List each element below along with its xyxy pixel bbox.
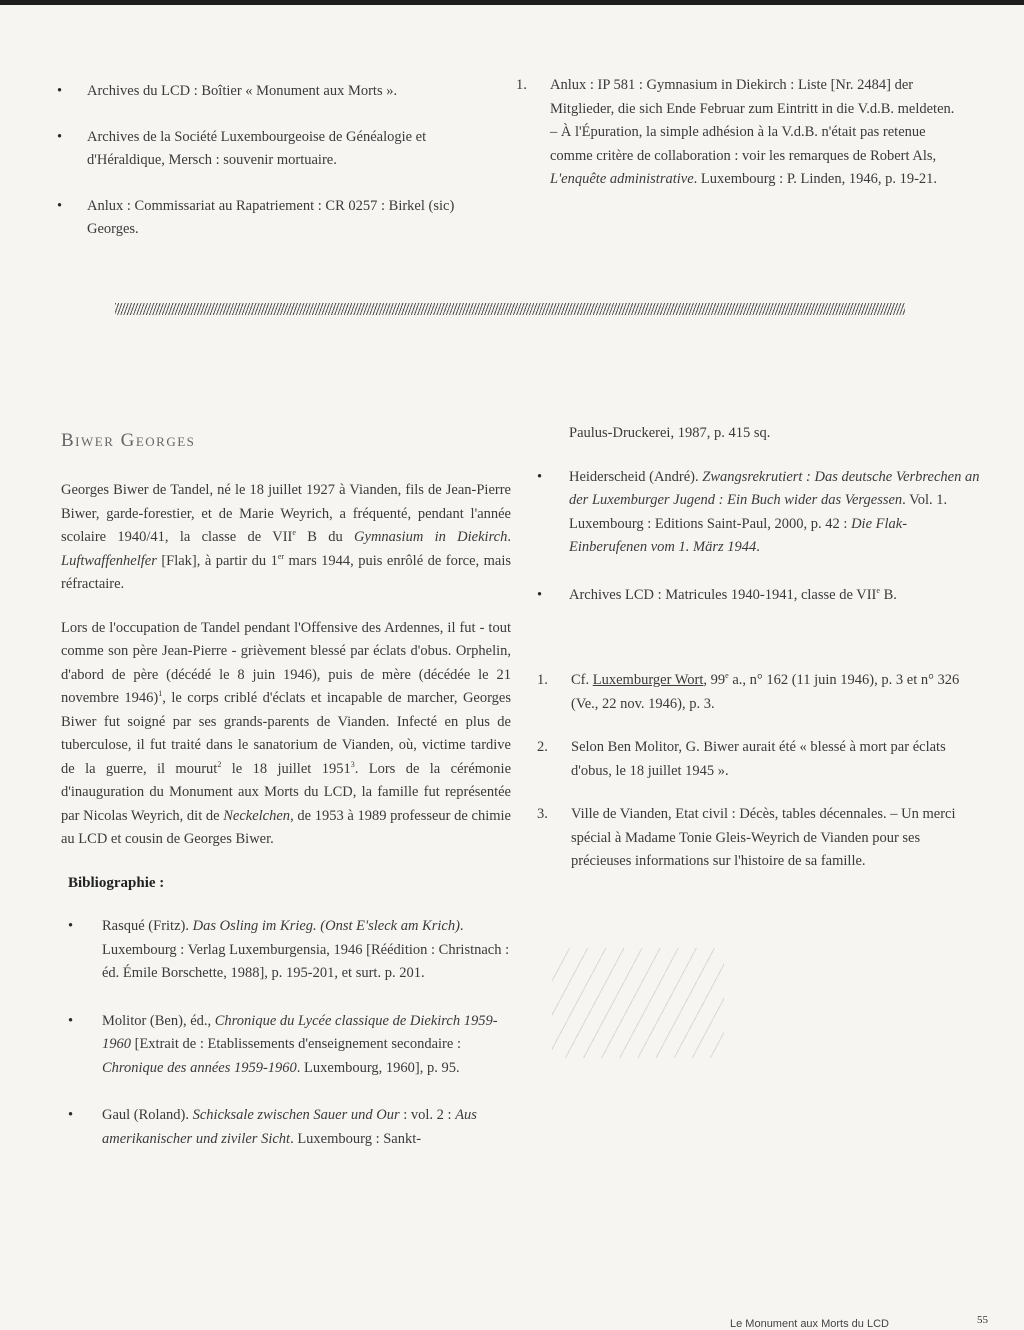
- biography-paragraph-2: Lors de l'occupation de Tandel pendant l'Offensive des Ardennes, il fut - tout comme son père Jean-Pierre - grièvement blessé par éclats d'obus. Orphelin, d'abord de père (décédé le 8 juin 1946), puis de mère (décédée le 21 novembre 1946)$^1$, le corps criblé d'éclats et incapable de marcher, Georges Biwer fut soigné par ses grands-parents de Vianden. Infecté en plus de tuberculose, il fut traité dans le sanatorium de Vianden, où, victime tardive de la guerre, il mourut$^2$ le 18 juillet 1951$^3$. Lors de la cérémonie d'inauguration du Monument aux Morts du LCD, la famille fut représentée par Nicolas Weyrich, dit de Neckelchen, de 1953 à 1989 professeur de chimie au LCD et cousin de Georges Biwer.: [61, 619, 512, 847]
- list-item: • Archives du LCD : Boîtier « Monument aux Morts ».: [57, 80, 502, 104]
- page-title: Biwer Georges: [61, 430, 196, 451]
- top-sources-list: [57, 80, 502, 242]
- footnote-number: 1.: [537, 672, 548, 688]
- bibliography-heading: Bibliographie :: [68, 874, 165, 891]
- section-divider: [115, 303, 905, 315]
- footnote: 1. Anlux : IP 581 : Gymnasium in Diekirch : Liste [Nr. 2484] der Mitglieder, die sich Ende Februar zum Eintritt in die V.d.B. meldeten. – À l'Épuration, la simple adhésion à la V.d.B. n'était pas retenue comme critère de collaboration : voir les remarques de Robert Als, L'enquête administrative. Luxembourg : P. Linden, 1946, p. 19-21.: [516, 74, 961, 192]
- decorative-hatch: [552, 948, 724, 1058]
- page-number: 55: [977, 1314, 988, 1326]
- list-item: • Archives LCD : Matricules 1940-1941, classe de VIIe B.: [537, 584, 983, 608]
- footnote: 3. Ville de Vianden, Etat civil : Décès, tables décennales. – Un merci spécial à Madame Tonie Gleis-Weyrich de Vianden pour ses précieuses informations sur l'histoire de sa famille.: [537, 803, 983, 874]
- list-item: • Archives de la Société Luxembourgeoise de Généalogie et d'Héraldique, Mersch : souvenir mortuaire.: [57, 126, 502, 173]
- top-footnote: [516, 74, 961, 192]
- running-footer: Le Monument aux Morts du LCD: [730, 1318, 889, 1330]
- footnote: 2. Selon Ben Molitor, G. Biwer aurait été « blessé à mort par éclats d'obus, le 18 juillet 1945 ».: [537, 736, 983, 783]
- top-sources: [57, 80, 502, 242]
- list-item: • Anlux : Commissariat au Rapatriement : CR 0257 : Birkel (sic) Georges.: [57, 195, 502, 242]
- bibliography-continuation: Paulus-Druckerei, 1987, p. 415 sq.: [569, 425, 771, 441]
- list-item: • Gaul (Roland). Schicksale zwischen Sauer und Our : vol. 2 : Aus amerikanischer und ziviler Sicht. Luxembourg : Sankt-: [68, 1104, 511, 1151]
- book-title: L'enquête administrative: [550, 171, 694, 187]
- footnote: 1. Cf. Luxemburger Wort, 99e a., n° 162 (11 juin 1946), p. 3 et n° 326 (Ve., 22 nov. 1946), p. 3.: [537, 669, 983, 716]
- biography-paragraph-1: Georges Biwer de Tandel, né le 18 juillet 1927 à Vianden, fils de Jean-Pierre Biwer, garde-forestier, et de Marie Weyrich, a fréquenté, pendant l'année scolaire 1940/41, la classe de VIIe B du Gymnasium in Diekirch. Luftwaffenhelfer [Flak], à partir du 1er mars 1944, puis enrôlé de force, mais réfractaire.: [61, 482, 512, 592]
- footnote-number: 2.: [537, 739, 548, 755]
- bibliography-list: [68, 915, 511, 1151]
- list-item: • Molitor (Ben), éd., Chronique du Lycée classique de Diekirch 1959-1960 [Extrait de : Etablissements d'enseignement secondaire : Chronique des années 1959-1960. Luxembourg, 1960], p. 95.: [68, 1010, 511, 1081]
- top-rule: [0, 0, 1024, 5]
- right-sources-list: [537, 466, 983, 608]
- list-item: • Heiderscheid (André). Zwangsrekrutiert : Das deutsche Verbrechen an der Luxemburger Jugend : Ein Buch wider das Vergessen. Vol. 1. Luxembourg : Editions Saint-Paul, 2000, p. 42 : Die Flak-Einberufenen vom 1. März 1944.: [537, 466, 983, 560]
- top-footnote-list: [516, 74, 961, 192]
- list-item: • Rasqué (Fritz). Das Osling im Krieg. (Onst E'sleck am Krich). Luxembourg : Verlag Luxemburgensia, 1946 [Réédition : Christnach : éd. Émile Borschette, 1988], p. 195-201, et surt. p. 201.: [68, 915, 511, 986]
- footnotes: [537, 669, 983, 874]
- newspaper-title: Luxemburger Wort: [592, 672, 704, 688]
- footnote-number: 1.: [516, 77, 527, 93]
- footnote-number: 3.: [537, 806, 548, 822]
- left-column: [61, 479, 511, 1151]
- right-column: [537, 422, 983, 874]
